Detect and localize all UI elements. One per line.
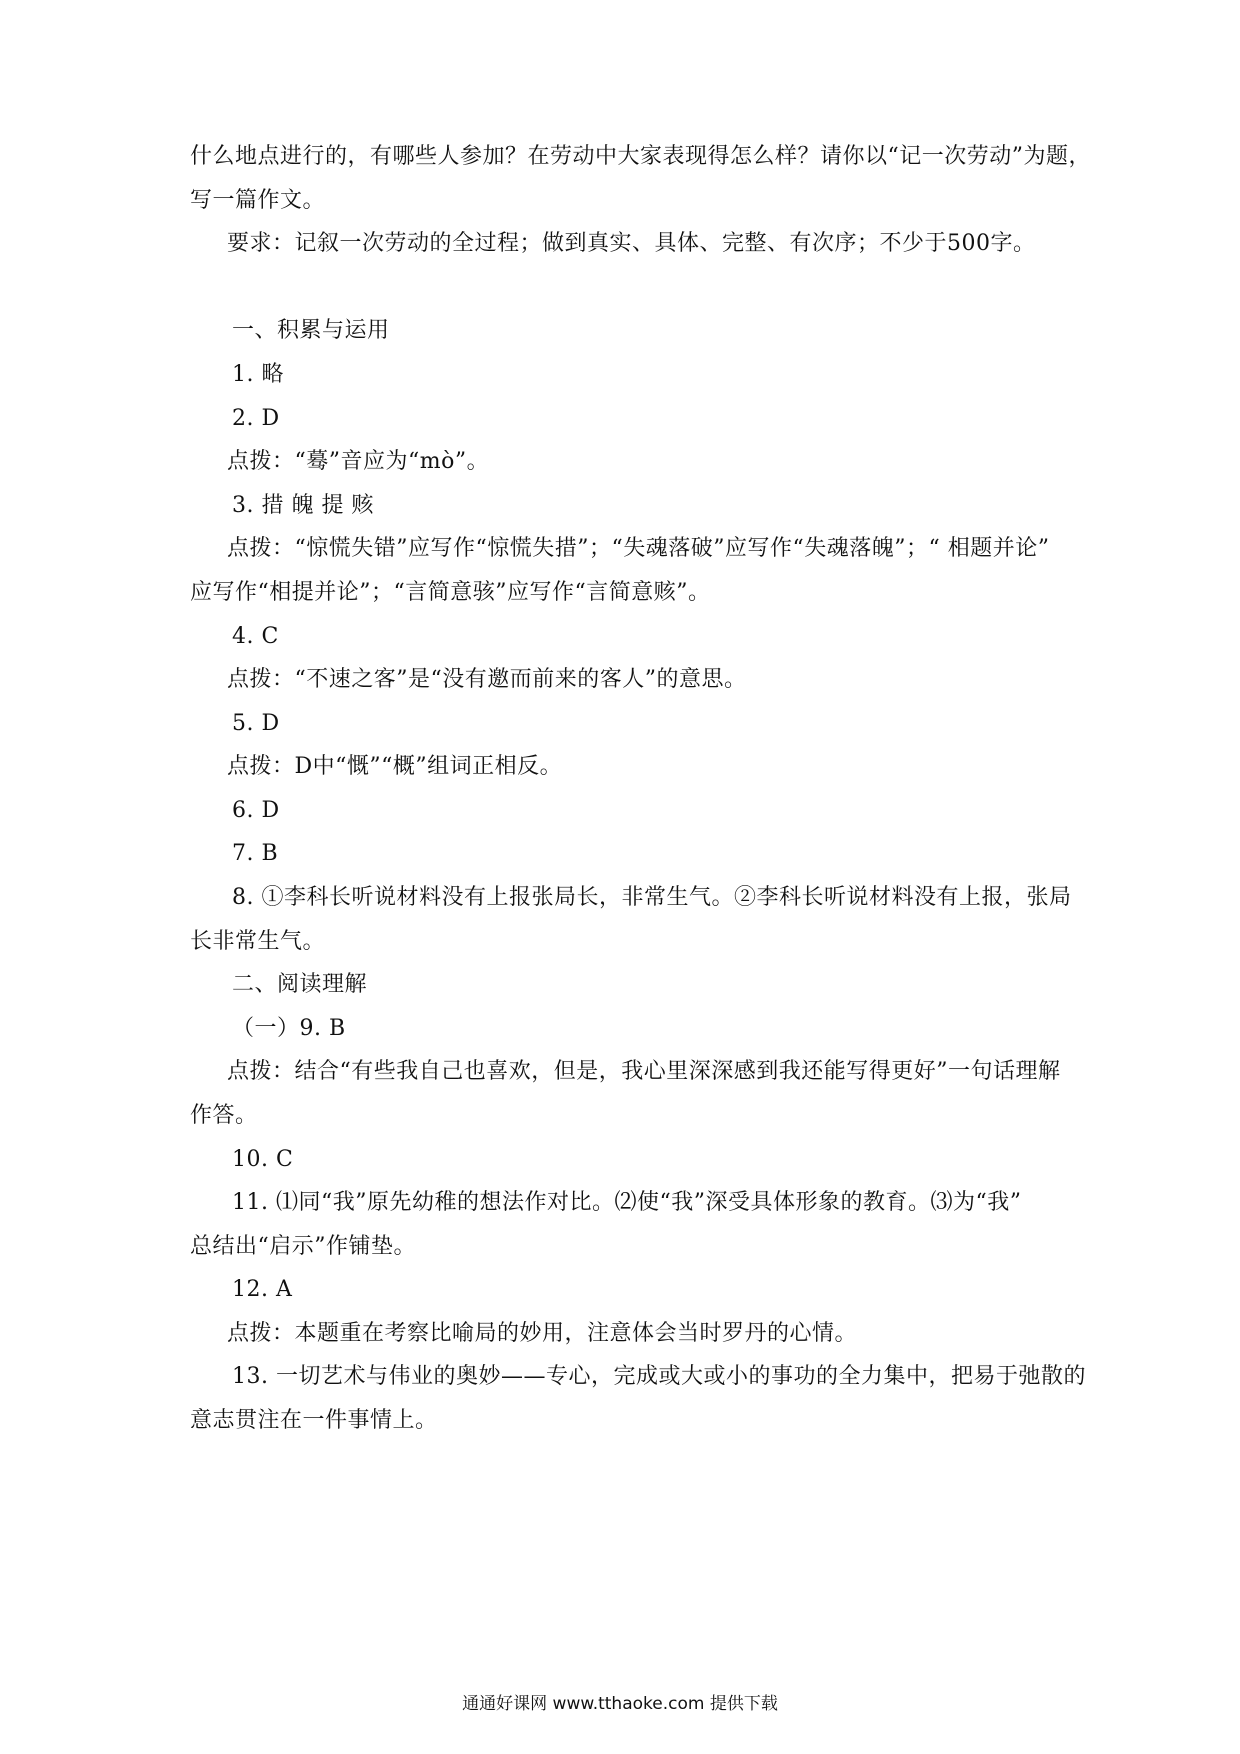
answer-13-line-1: 13. 一切艺术与伟业的奥妙——专心，完成或大或小的事功的全力集中，把易于弛散的 [232, 1364, 1086, 1389]
answer-3-tip-line-1: 点拨：“惊慌失错”应写作“惊慌失措”；“失魂落破”应写作“失魂落魄”；“ 相题并论” [227, 536, 1050, 561]
answer-4: 4. C [232, 624, 279, 649]
page-footer: 通通好课网 www.tthaoke.com 提供下载 [462, 1694, 778, 1714]
answer-11-line-1: 11. ⑴同“我”原先幼稚的想法作对比。⑵使“我”深受具体形象的教育。⑶为“我” [232, 1190, 1022, 1215]
answer-9-tip-line-2: 作答。 [190, 1103, 258, 1128]
section-heading-reading: 二、阅读理解 [232, 972, 368, 997]
answer-3: 3. 措 魄 提 赅 [232, 493, 374, 518]
answer-8-line-1: 8. ①李科长听说材料没有上报张局长，非常生气。②李科长听说材料没有上报，张局 [232, 885, 1072, 910]
answer-13-line-2: 意志贯注在一件事情上。 [190, 1408, 438, 1433]
answer-10: 10. C [232, 1147, 294, 1172]
answer-2-tip: 点拨：“蓦”音应为“mò”。 [227, 449, 490, 474]
essay-requirement: 要求：记叙一次劳动的全过程；做到真实、具体、完整、有次序；不少于500字。 [227, 231, 1036, 256]
answer-4-tip: 点拨：“不速之客”是“没有邀而前来的客人”的意思。 [227, 667, 747, 692]
intro-line-2: 写一篇作文。 [190, 188, 326, 213]
answer-12: 12. A [232, 1277, 293, 1302]
answer-5-tip: 点拨：D中“慨”“概”组词正相反。 [227, 754, 563, 779]
answer-9: （一）9. B [232, 1016, 346, 1041]
answer-3-tip-line-2: 应写作“相提并论”；“言简意骇”应写作“言简意赅”。 [190, 580, 711, 605]
answer-12-tip: 点拨：本题重在考察比喻局的妙用，注意体会当时罗丹的心情。 [227, 1321, 858, 1346]
answer-6: 6. D [232, 798, 280, 823]
answer-2: 2. D [232, 406, 280, 431]
answer-5: 5. D [232, 711, 280, 736]
intro-line-1: 什么地点进行的，有哪些人参加？在劳动中大家表现得怎么样？请你以“记一次劳动”为题， [190, 144, 1091, 169]
answer-8-line-2: 长非常生气。 [190, 929, 326, 954]
answer-1: 1. 略 [232, 362, 284, 387]
answer-11-line-2: 总结出“启示”作铺垫。 [190, 1234, 416, 1259]
answer-9-tip-line-1: 点拨：结合“有些我自己也喜欢，但是，我心里深深感到我还能写得更好”一句话理解 [227, 1059, 1061, 1084]
answer-7: 7. B [232, 841, 279, 866]
section-heading-accumulation: 一、积累与运用 [232, 318, 390, 343]
